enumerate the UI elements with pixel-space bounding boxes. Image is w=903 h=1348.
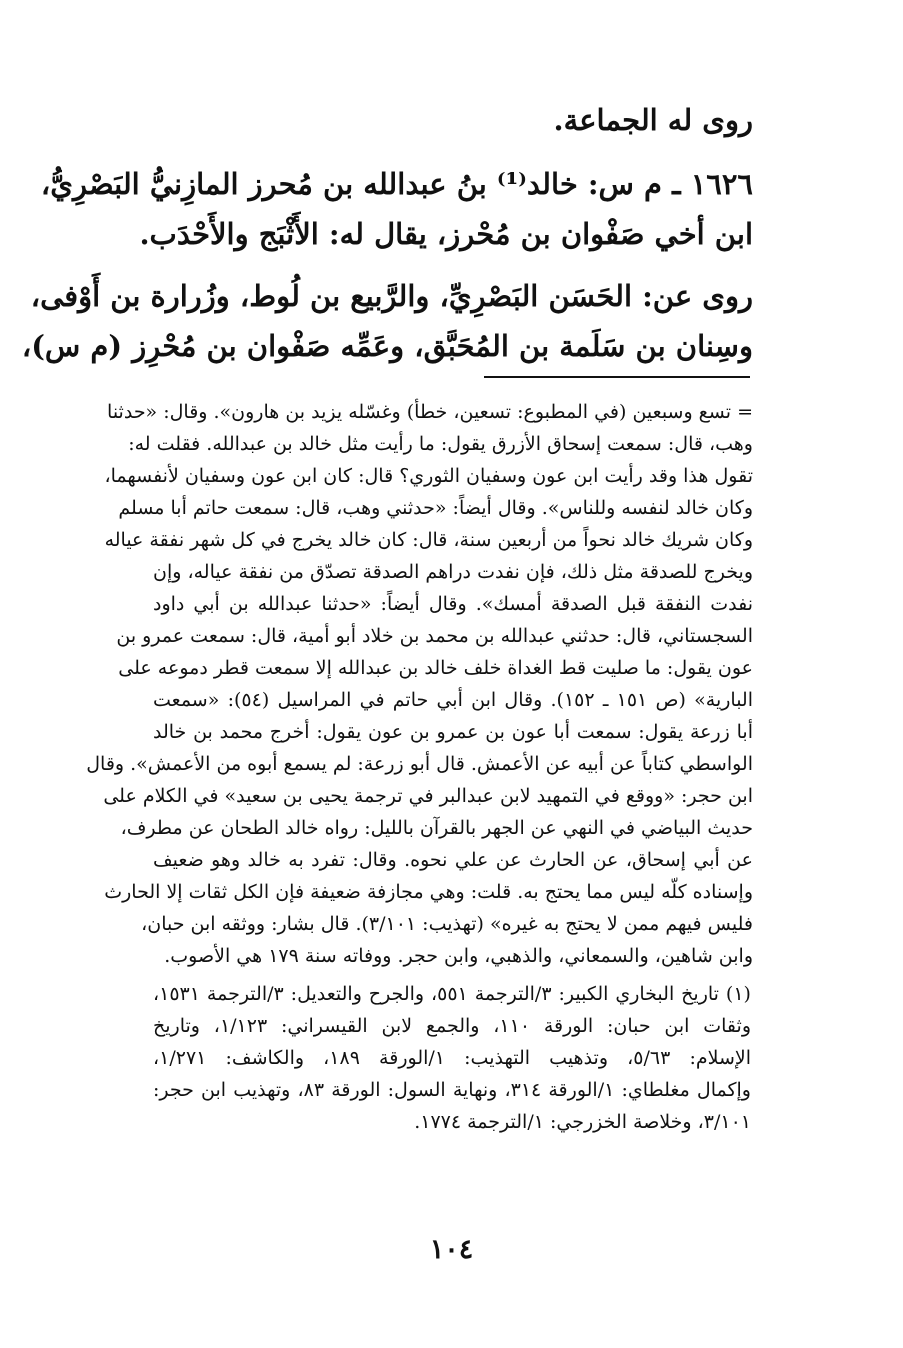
entry-heading-line: ١٦٢٦ ـ م س: خالد⁽¹⁾ بنُ عبدالله بن مُحرز المازِنيُّ البَصْرِيُّ، bbox=[40, 167, 753, 201]
footnote-line: ابن حجر: «ووقع في التمهيد لابن عبدالبر في ترجمة يحيى بن سعيد» في الكلام على bbox=[103, 785, 753, 807]
footnote-line: ويخرج للصدقة مثل ذلك، فإن نفدت دراهم الصدقة تصدّق من نفقة عياله، وإن bbox=[153, 561, 753, 583]
narrated-from-line-1: روى عن: الحَسَن البَصْرِيِّ، والرَّبيع بن لُوط، وزُرارة بن أَوْفى، bbox=[30, 279, 753, 313]
footnote-line: نفدت النفقة قبل الصدقة أمسك». وقال أيضاً: «حدثنا عبدالله بن أبي داود bbox=[153, 593, 753, 615]
footnote-line: السجستاني، قال: حدثني عبدالله بن محمد بن خلاد أبو أمية، قال: سمعت عمرو بن bbox=[116, 625, 753, 647]
footnote-line: وهب، قال: سمعت إسحاق الأزرق يقول: ما رأيت مثل خالد بن عبدالله. فقلت له: bbox=[128, 433, 753, 455]
footnote-line: وإسناده كلّه ليس مما يحتج به. قلت: وهي مجازفة ضعيفة فإن الكل ثقات إلا الحارث bbox=[104, 881, 753, 903]
footnote-line: = تسع وسبعين (في المطبوع: تسعين، خطأ) وغسّله يزيد بن هارون». وقال: «حدثنا bbox=[107, 401, 753, 423]
footnote-line: الواسطي كتاباً عن أبيه عن الأعمش. قال أبو زرعة: لم يسمع أبوه من الأعمش». وقال bbox=[86, 753, 753, 775]
page-number: ١٠٤ bbox=[429, 1234, 474, 1265]
footnote-line: فليس فيهم ممن لا يحتج به غيره» (تهذيب: ٣/١٠١). قال بشار: ووثقه ابن حبان، bbox=[141, 913, 753, 935]
footnote-line: وإكمال مغلطاي: ١/الورقة ٣١٤، ونهاية السول: الورقة ٨٣، وتهذيب ابن حجر: bbox=[153, 1079, 751, 1101]
footnote-line: ٣/١٠١، وخلاصة الخزرجي: ١/الترجمة ١٧٧٤. bbox=[414, 1111, 751, 1133]
footnote-line: وكان خالد لنفسه وللناس». وقال أيضاً: «حدثني وهب، قال: سمعت حاتم أبا مسلم bbox=[118, 497, 753, 519]
footnote-line: عن أبي إسحاق، عن الحارث عن علي نحوه. وقال: تفرد به خالد وهو ضعيف bbox=[153, 849, 753, 871]
footnote-line: عون يقول: ما صليت قط الغداة خلف خالد بن عبدالله إلا سمعت قطر دموعه على bbox=[118, 657, 753, 679]
narrated-from-line-2: وسِنان بن سَلَمة بن المُحَبَّق، وعَمِّه صَفْوان بن مُحْرِز (م س)، bbox=[21, 329, 753, 363]
footnote-line: (١) تاريخ البخاري الكبير: ٣/الترجمة ٥٥١، والجرح والتعديل: ٣/الترجمة ١٥٣١، bbox=[153, 983, 751, 1005]
body-line-1: روى له الجماعة. bbox=[553, 103, 753, 137]
footnote-line: وكان شريك خالد نحواً من أربعين سنة، قال: كان خالد يخرج في كل شهر نفقة عياله bbox=[104, 529, 753, 551]
footnote-separator bbox=[484, 376, 750, 378]
footnote-line: وابن شاهين، والسمعاني، والذهبي، وابن حجر. ووفاته سنة ١٧٩ هي الأصوب. bbox=[164, 945, 753, 967]
footnote-line: البارية» (ص ١٥١ ـ ١٥٢). وقال ابن أبي حاتم في المراسيل (٥٤): «سمعت bbox=[153, 689, 754, 711]
footnote-line: الإسلام: ٥/٦٣، وتذهيب التهذيب: ١/الورقة ١٨٩، والكاشف: ١/٢٧١، bbox=[153, 1047, 751, 1069]
footnote-line: وثقات ابن حبان: الورقة ١١٠، والجمع لابن القيسراني: ١/١٢٣، وتاريخ bbox=[153, 1015, 752, 1037]
footnote-line: حديث البياضي في النهي عن الجهر بالقرآن بالليل: رواه خالد الطحان عن مطرف، bbox=[120, 817, 753, 839]
footnote-line: تقول هذا وقد رأيت ابن عون وسفيان الثوري؟ قال: كان ابن عون وسفيان لأنفسهما، bbox=[104, 465, 753, 487]
body-line-3: ابن أخي صَفْوان بن مُحْرز، يقال له: الأَثْبَج والأَحْدَب. bbox=[139, 217, 753, 251]
footnote-line: أبا زرعة يقول: سمعت أبا عون بن عمرو بن عون يقول: أخرج محمد بن خالد bbox=[153, 721, 753, 743]
